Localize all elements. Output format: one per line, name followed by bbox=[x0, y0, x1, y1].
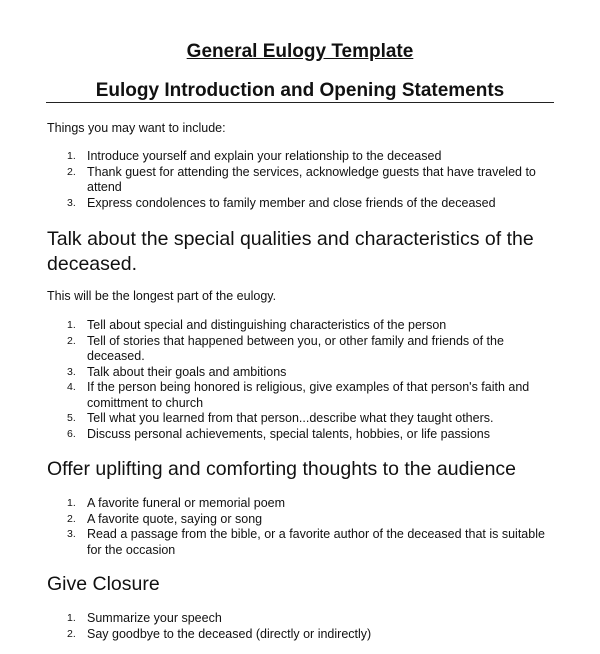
list-item bbox=[47, 512, 552, 528]
list-number: 4. bbox=[67, 381, 76, 393]
list-item-text: Say goodbye to the deceased (directly or indirectly) bbox=[87, 626, 372, 641]
list-item-text: Read a passage from the bible, or a favorite author of the deceased that is suitable for the occasion bbox=[87, 527, 545, 557]
list-number: 2. bbox=[67, 165, 76, 178]
list-item-text: A favorite funeral or memorial poem bbox=[87, 496, 286, 510]
list-item bbox=[47, 611, 552, 627]
list-item bbox=[47, 196, 552, 212]
list-number: 3. bbox=[67, 196, 76, 209]
uplifting-list bbox=[47, 496, 552, 558]
list-number: 6. bbox=[67, 427, 76, 440]
list-number: 1. bbox=[67, 612, 76, 624]
list-item-text: If the person being honored is religious, give examples of that person's faith and comittment to church bbox=[87, 380, 530, 410]
list-item-text: A favorite quote, saying or song bbox=[87, 511, 263, 526]
list-item-text: Introduce yourself and explain your relationship to the deceased bbox=[87, 149, 442, 163]
list-number: 1. bbox=[67, 497, 76, 509]
qualities-lead-text: This will be the longest part of the eulogy. bbox=[47, 289, 277, 303]
list-item-text: Talk about their goals and ambitions bbox=[87, 364, 287, 379]
list-item-text: Thank guest for attending the services, acknowledge guests that have traveled to attend bbox=[87, 164, 536, 194]
list-number: 1. bbox=[67, 319, 76, 331]
list-item bbox=[47, 527, 552, 558]
section-title-introduction: Eulogy Introduction and Opening Statements bbox=[95, 80, 505, 101]
list-item bbox=[47, 411, 552, 427]
list-item bbox=[47, 380, 552, 411]
list-number: 3. bbox=[67, 365, 76, 378]
intro-list bbox=[47, 149, 552, 211]
list-item-text: Express condolences to family member and close friends of the deceased bbox=[87, 195, 496, 210]
list-number: 2. bbox=[67, 627, 76, 640]
list-item-text: Discuss personal achievements, special talents, hobbies, or life passions bbox=[87, 426, 490, 441]
list-item bbox=[47, 427, 552, 443]
qualities-list bbox=[47, 318, 552, 442]
list-item-text: Tell about special and distinguishing characteristics of the person bbox=[87, 318, 447, 332]
list-item bbox=[47, 149, 552, 165]
list-item bbox=[47, 365, 552, 381]
title-divider bbox=[46, 102, 554, 103]
list-number: 1. bbox=[67, 150, 76, 162]
list-number: 2. bbox=[67, 512, 76, 525]
list-item bbox=[47, 496, 552, 512]
list-item-text: Tell what you learned from that person...describe what they taught others. bbox=[87, 411, 494, 425]
document-title: General Eulogy Template bbox=[186, 41, 414, 62]
list-number: 3. bbox=[67, 528, 76, 540]
intro-lead-text: Things you may want to include: bbox=[47, 121, 226, 135]
list-item bbox=[47, 318, 552, 334]
closure-list bbox=[47, 611, 552, 642]
list-item bbox=[47, 334, 552, 365]
section-heading-qualities: Talk about the special qualities and characteristics of the deceased. bbox=[47, 228, 534, 275]
list-item-text: Tell of stories that happened between you, or other family and friends of the deceased. bbox=[87, 333, 504, 363]
section-heading-closure: Give Closure bbox=[47, 573, 160, 595]
list-item bbox=[47, 627, 552, 643]
list-number: 2. bbox=[67, 334, 76, 347]
section-heading-uplifting: Offer uplifting and comforting thoughts to the audience bbox=[47, 458, 517, 480]
list-item bbox=[47, 165, 552, 196]
list-number: 5. bbox=[67, 412, 76, 424]
list-item-text: Summarize your speech bbox=[87, 611, 222, 625]
